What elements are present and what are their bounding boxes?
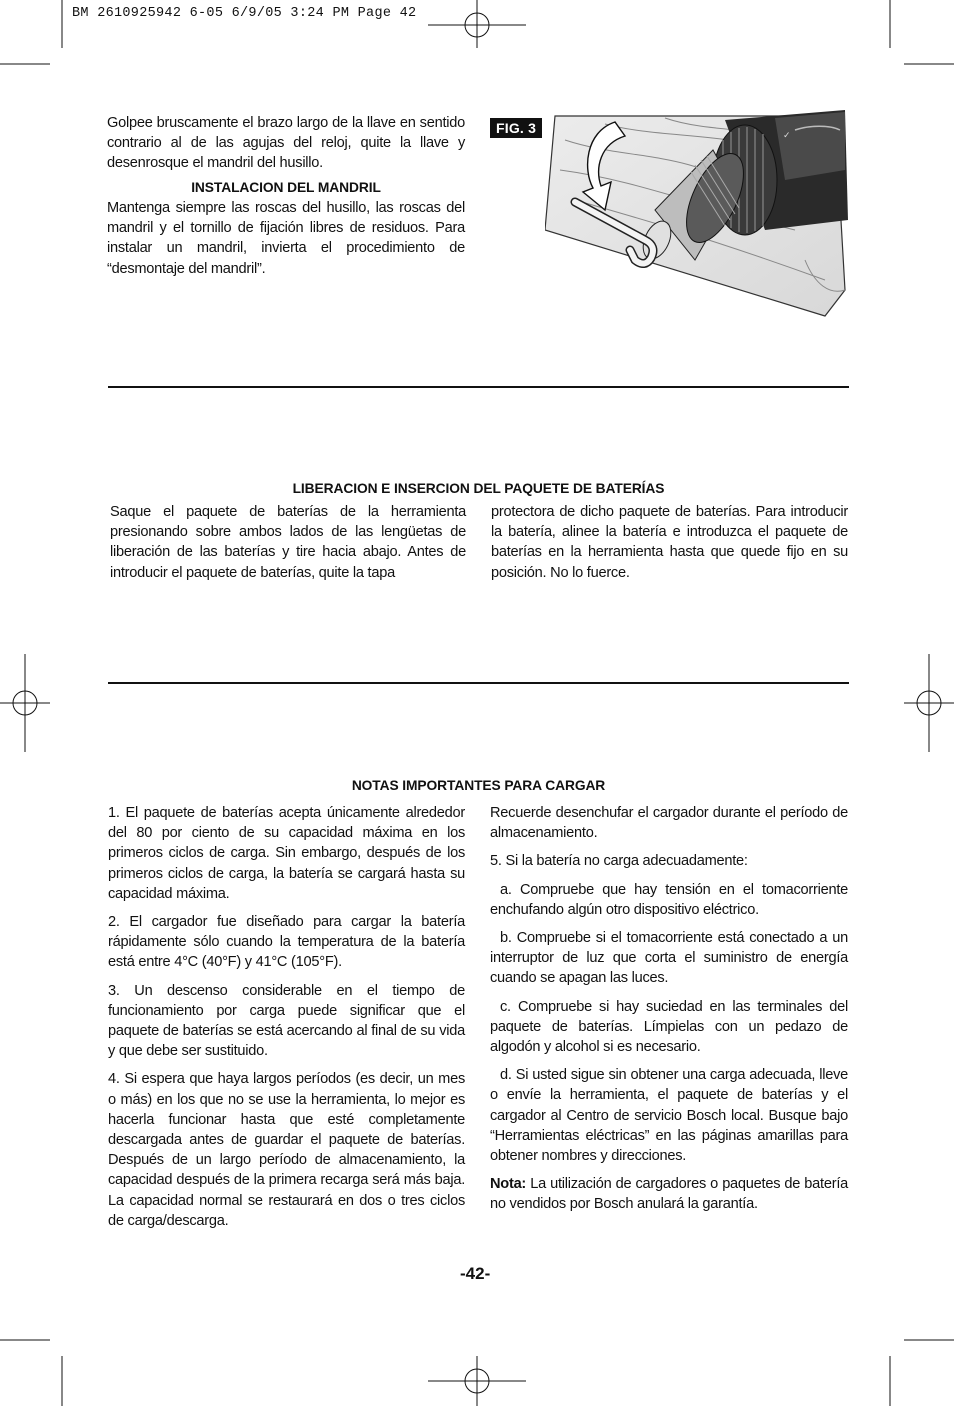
charging-notes-col2: [490, 803, 848, 1215]
section-divider-2: [108, 682, 849, 684]
battery-release-text-2: protectora de dicho paquete de baterías. Para introducir la batería, alinee la batería e introduzca el paquete de baterías en la herramienta hasta que quede fijo en su posición. No lo fuerce.: [491, 504, 848, 581]
charging-note-4: 4. Si espera que haya largos períodos (es decir, un mes o más) en los que no se use la herramienta, lo mejor es hacerla funcionar hasta que esté completamente descargada antes de guardar el paquete de baterías. Después de un largo período de almacenamiento, la capacidad después de la primera recarga será más baja. La capacidad normal se restaurará en dos o tres ciclos de carga/descarga.: [108, 1071, 465, 1229]
warranty-note: [490, 1174, 848, 1214]
battery-release-col1: [110, 502, 466, 583]
charging-note-3: 3. Un descenso considerable en el tiempo de funcionamiento por carga puede significar que el paquete de baterías se está acercando al final de su vida y que debe ser sustituido.: [108, 982, 465, 1060]
intro-paragraph: Golpee bruscamente el brazo largo de la llave en sentido contrario al de las agujas del reloj, quite la llave y desenrosque el mandril del husillo.: [107, 115, 465, 172]
charging-note-2: 2. El cargador fue diseñado para cargar la batería rápidamente sólo cuando la temperatura de la batería está entre 4°C (40°F) y 41°C (105°F).: [108, 914, 465, 971]
battery-release-text-1: Saque el paquete de baterías de la herramienta presionando sobre ambos lados de las lengüetas de liberación de las baterías y tire hacia abajo. Antes de introducir el paquete de baterías, quite la tapa: [110, 504, 466, 581]
charging-sub-b: b. Compruebe si el tomacorriente está conectado a un interruptor de luz que corta el suministro de energía cuando se apagan las luces.: [490, 930, 848, 987]
slug-line: BM 2610925942 6-05 6/9/05 3:24 PM Page 42: [72, 6, 417, 21]
battery-release-heading: LIBERACION E INSERCION DEL PAQUETE DE BATERÍAS: [292, 481, 665, 496]
drill-chuck-figure: [545, 110, 848, 318]
charging-note-5: 5. Si la batería no carga adecuadamente:: [490, 853, 748, 870]
chuck-install-text: [107, 198, 465, 279]
chuck-install-paragraph: Mantenga siempre las roscas del husillo, las roscas del mandril y el tornillo de fijación libres de residuos. Para instalar un mandril, invierta el procedimiento de “desmontaje del mandril”.: [107, 200, 465, 277]
charging-sub-d: d. Si usted sigue sin obtener una carga adecuada, lleve o envíe la herramienta, el paquete de baterías y el cargador al Centro de servicio Bosch local. Busque bajo “Herramientas eléctricas” en las páginas amarillas para obtener nombres y direcciones.: [490, 1067, 848, 1165]
section-divider-1: [108, 386, 849, 388]
figure-label: FIG. 3: [490, 118, 542, 138]
page-number: -42-: [460, 1264, 491, 1283]
chuck-install-heading: INSTALACION DEL MANDRIL: [191, 180, 381, 195]
battery-release-col2: [491, 502, 848, 583]
charging-notes-col1: [108, 803, 465, 1231]
charging-sub-c: c. Compruebe si hay suciedad en las terminales del paquete de baterías. Límpielas con un pedazo de algodón y alcohol si es necesario.: [490, 998, 848, 1056]
drill-mark: ✓: [783, 131, 791, 141]
charging-sub-a: a. Compruebe que hay tensión en el tomacorriente enchufando algún otro dispositivo eléctrico.: [490, 881, 848, 918]
chuck-removal-text: [107, 113, 465, 174]
charging-notes-heading: NOTAS IMPORTANTES PARA CARGAR: [351, 778, 606, 793]
note-label: Nota:: [490, 1176, 527, 1193]
note-text: La utilización de cargadores o paquetes de batería no vendidos por Bosch anulará la garantía.: [490, 1176, 848, 1213]
charging-note-1: 1. El paquete de baterías acepta únicamente alrededor del 80 por ciento de su capacidad máxima en los primeros ciclos de carga. Sin embargo, después de los primeros ciclos de carga, la batería se cargará hasta su capacidad máxima.: [108, 805, 465, 902]
charging-note-4-continued: Recuerde desenchufar el cargador durante el período de almacenamiento.: [490, 805, 848, 842]
